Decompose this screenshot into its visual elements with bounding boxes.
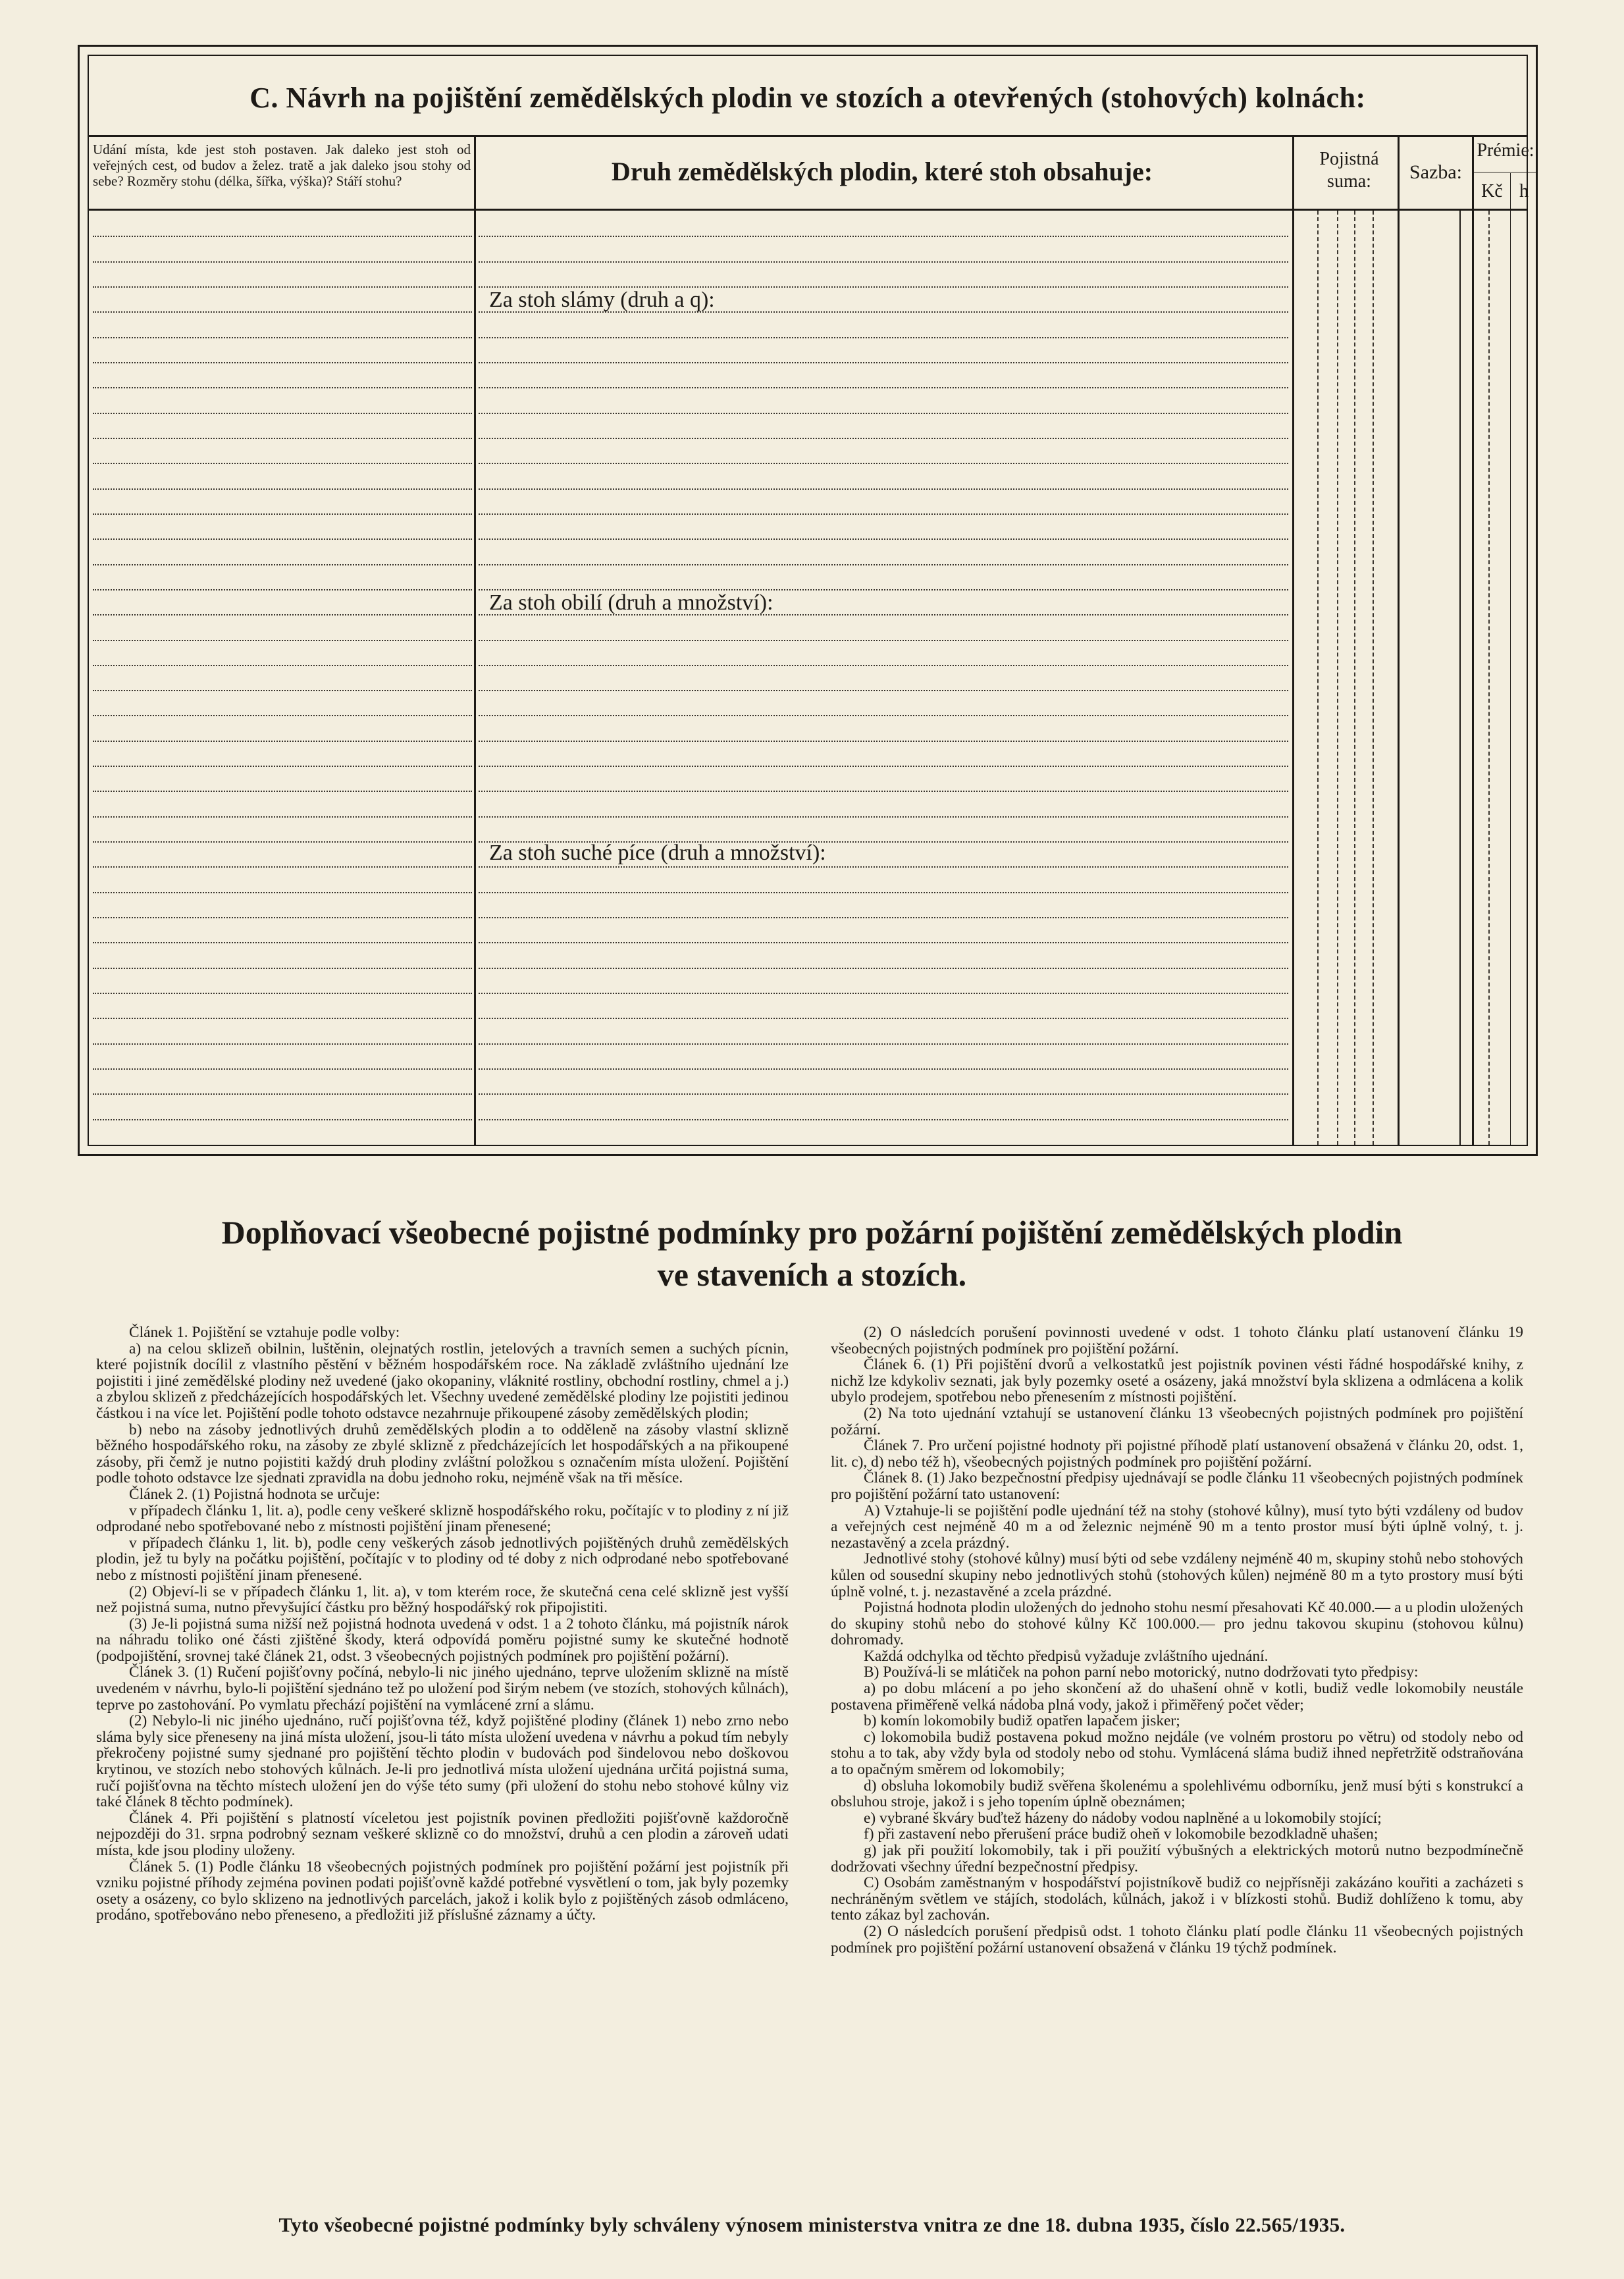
condition-paragraph: b) komín lokomobily budiž opatřen lapačem jisker; bbox=[864, 1712, 1180, 1730]
form-ruling-line bbox=[479, 1119, 1288, 1120]
condition-paragraph: e) vybrané škváry buďtež házeny do nádoby vodou naplněné a u lokomobily stojící; bbox=[864, 1809, 1382, 1827]
premium-digit-column bbox=[1488, 211, 1490, 1145]
form-ruling-line bbox=[93, 438, 472, 439]
form-ruling-line bbox=[479, 816, 1288, 818]
form-ruling-line bbox=[479, 438, 1288, 439]
form-ruling-line bbox=[93, 311, 472, 313]
condition-paragraph: Článek 2. (1) Pojistná hodnota se určuje: bbox=[129, 1485, 380, 1503]
proposal-form bbox=[78, 45, 1538, 1156]
form-ruling-line bbox=[93, 816, 472, 818]
form-ruling-line bbox=[93, 337, 472, 338]
form-ruling-line bbox=[93, 766, 472, 767]
sum-digit-column bbox=[1337, 211, 1338, 1145]
condition-paragraph: Pojistná hodnota plodin uložených do jednoho stohu nesmí přesahovati Kč 40.000.— a u plodin uložených do skupiny stohů nebo do stohové kůlny Kč 100.000.— pro jednu takovou skupinu (stohovou kůlnu) dohromady. bbox=[831, 1599, 1523, 1649]
form-ruling-line bbox=[479, 993, 1288, 994]
form-inner-frame bbox=[88, 55, 1534, 1146]
form-ruling-line bbox=[479, 413, 1288, 414]
form-ruling-line bbox=[93, 791, 472, 792]
approval-footer: Tyto všeobecné pojistné podmínky byly schváleny výnosem ministerstva vnitra ze dne 18. dubna 1935, číslo 22.565/1935. bbox=[278, 2213, 1346, 2236]
form-ruling-line bbox=[93, 1043, 472, 1045]
conditions-left-column bbox=[96, 1324, 789, 1924]
form-ruling-line bbox=[479, 640, 1288, 641]
form-ruling-line bbox=[93, 993, 472, 994]
form-ruling-line bbox=[93, 866, 472, 868]
form-ruling-line bbox=[479, 942, 1288, 943]
form-ruling-line bbox=[93, 614, 472, 616]
form-ruling-line bbox=[479, 892, 1288, 893]
form-ruling-line bbox=[479, 791, 1288, 792]
form-ruling-line bbox=[479, 1093, 1288, 1095]
form-ruling-line bbox=[93, 1119, 472, 1120]
form-ruling-line bbox=[93, 640, 472, 641]
form-ruling-line bbox=[479, 1068, 1288, 1070]
section-label-hay: Za stoh suché píce (druh a množství): bbox=[489, 841, 826, 865]
form-ruling-line bbox=[479, 1043, 1288, 1045]
rate-column-header: Sazba: bbox=[1409, 161, 1462, 183]
form-ruling-line bbox=[479, 741, 1288, 742]
form-ruling-line bbox=[93, 589, 472, 590]
condition-paragraph: Každá odchylka od těchto předpisů vyžaduje zvláštního ujednání. bbox=[864, 1647, 1269, 1665]
sum-digit-column bbox=[1354, 211, 1355, 1145]
condition-paragraph: v případech článku 1, lit. b), podle ceny veškerých zásob jednotlivých pojištěných druhů zemědělských plodin, jež tu byly na počátku pojištění, počítajíc v to plodiny od té doby z nich odprodané nebo spotřebované nebo z místnosti pojištění jinam přenesené. bbox=[96, 1534, 789, 1584]
form-rows bbox=[89, 211, 1527, 1145]
condition-paragraph: v případech článku 1, lit. a), podle ceny veškeré sklizně hospodářského roku, počítajíc v to plodiny z ní již odprodané nebo spotřebované nebo z místnosti pojištění jinam přenesené; bbox=[96, 1502, 789, 1536]
form-ruling-line bbox=[93, 968, 472, 969]
form-ruling-line bbox=[479, 387, 1288, 388]
form-ruling-line bbox=[93, 917, 472, 918]
form-ruling-line bbox=[479, 968, 1288, 969]
premium-h-header: h bbox=[1519, 181, 1529, 201]
form-ruling-line bbox=[93, 362, 472, 363]
form-ruling-line bbox=[93, 942, 472, 943]
form-ruling-line bbox=[479, 362, 1288, 363]
sum-insured-column-header: Pojistná suma: bbox=[1319, 149, 1379, 192]
form-ruling-line bbox=[93, 488, 472, 490]
sum-digit-column bbox=[1317, 211, 1319, 1145]
condition-paragraph: C) Osobám zaměstnaným v hospodářství pojistníkově budiž co nejpřísněji zakázáno kouřiti a zacházeti s nechráněným světlem ve stájích, stodolách, kůlnách, jakož i v blízkosti stohů. Budiž dohlíženo k tomu, aby tento zákaz byl zachován. bbox=[831, 1874, 1523, 1924]
condition-paragraph: (2) Objeví-li se v případech článku 1, lit. a), v tom kterém roce, že skutečná cena celé sklizně jest vyšší než pojistná suma, nutno převyšující částku pro běžný hospodářský rok připojistiti. bbox=[96, 1583, 789, 1617]
condition-paragraph: a) po dobu mlácení a po jeho skončení až do uhašení ohně v kotli, budiž vedle lokomobily neustále postavena přiměřeně velká nádoba plná vody, jakož i přiměřený počet věder; bbox=[831, 1680, 1523, 1714]
form-ruling-line bbox=[479, 538, 1288, 540]
form-ruling-line bbox=[93, 665, 472, 666]
condition-paragraph: b) nebo na zásoby jednotlivých druhů zemědělských plodin a to odděleně na zásoby vlastní sklizně běžného hospodářského roku, na zásoby ze zbylé sklizně z předcházejících let hospodářských a na přikoupené zásoby, při čemž je nutno pojistiti každý druh plodiny zvláštní položkou s označením místa uložení. Pojištění podle tohoto odstavce lze sjednati zpravidla na dobu jednoho roku, nejméně však na tři měsíce. bbox=[96, 1421, 789, 1487]
location-column-header: Udání místa, kde jest stoh postaven. Jak daleko jest stoh od veřejných cest, od budov a želez. tratě a jak daleko jsou stohy od sebe? Rozměry stohu (délka, šířka, výška)? Stáří stohu? bbox=[93, 142, 471, 189]
condition-paragraph: f) při zastavení nebo přerušení práce budiž oheň v lokomobile bezodkladně uhašen; bbox=[864, 1825, 1378, 1843]
condition-paragraph: B) Používá-li se mlátiček na pohon parní nebo motorický, nutno dodržovati tyto předpisy: bbox=[864, 1663, 1419, 1681]
form-title: C. Návrh na pojištění zemědělských plodin ve stozích a otevřených (stohových) kolnách: bbox=[249, 82, 1366, 114]
condition-paragraph: Článek 4. Při pojištění s platností víceletou jest pojistník povinen předložiti pojišťovně každoročně nejpozději do 31. srpna podrobný seznam veškeré sklizně co do množství, druhů a cen plodin a zároveň udati místa, kde jsou plodiny uloženy. bbox=[96, 1809, 789, 1859]
premium-kc-header: Kč bbox=[1481, 181, 1503, 201]
form-ruling-line bbox=[93, 1093, 472, 1095]
premium-column-header: Prémie: bbox=[1477, 140, 1534, 161]
form-ruling-line bbox=[93, 463, 472, 464]
section-label-grain: Za stoh obilí (druh a množství): bbox=[489, 590, 773, 615]
form-ruling-line bbox=[93, 513, 472, 515]
condition-paragraph: Článek 8. (1) Jako bezpečnostní předpisy ujednávají se podle článku 11 všeobecných pojistných podmínek pro pojištění požární tato ustanovení: bbox=[831, 1469, 1523, 1503]
condition-paragraph: (2) Nebylo-li nic jiného ujednáno, ručí pojišťovna též, když pojištěné plodiny (článek 1) nebo zrno nebo sláma byly sice přeneseny na jiná místa uložení, jsou-li táto místa uložení uvedena v návrhu a pokud tím nebyly překročeny pojistné sumy sjednané pro pojištění těchto plodin v budovách pod šindelovou nebo doškovou krytinou, ve stozích nebo stohových kůlnách. Je-li pro jednotlivá místa uložení ujednána určitá pojistná suma, ručí pojišťovna na těchto místech uložení jen do výše této sumy (při uložení do stohu nebo stohové kůlny viz také článek 8 těchto podmínek). bbox=[96, 1712, 789, 1811]
form-ruling-line bbox=[93, 741, 472, 742]
form-ruling-line bbox=[479, 1018, 1288, 1019]
form-ruling-line bbox=[93, 538, 472, 540]
form-ruling-line bbox=[93, 1018, 472, 1019]
sum-digit-column bbox=[1373, 211, 1374, 1145]
condition-paragraph: a) na celou sklizeň obilnin, luštěnin, olejnatých rostlin, jetelových a travních semen a suchých pícnin, které pojistník docílil z vlastního pěstění v běžném hospodářském roce. Na základě zvláštního ujednání lze pojistiti i jiné zemědělské plodiny než uvedené (jako okopaniny, vláknité rostliny, obchodní rostliny, chmel a j.) a zbylou sklizeň z předcházejících hospodářských let. Všechny uvedené zemědělské plodiny lze pojistiti jedinou částkou i na více let. Pojištění podle tohoto odstavce nezahrnuje přikoupené zásoby zemědělských plodin; bbox=[96, 1340, 789, 1422]
form-ruling-line bbox=[479, 261, 1288, 263]
form-ruling-line bbox=[479, 690, 1288, 691]
form-ruling-line bbox=[93, 715, 472, 716]
crop-type-column-header: Druh zemědělských plodin, které stoh obsahuje: bbox=[611, 157, 1153, 186]
condition-paragraph: (3) Je-li pojistná suma nižší než pojistná hodnota uvedená v odst. 1 a 2 tohoto článku, má pojistník nárok na náhradu toliko oné části zjištěné škody, která odpovídá poměru pojistné sumy ke skutečné hodnotě (podpojištění, srovnej také článek 21, odst. 3 všeobecných pojistných podmínek pro pojištění požární). bbox=[96, 1615, 789, 1665]
form-ruling-line bbox=[479, 236, 1288, 237]
form-ruling-line bbox=[479, 766, 1288, 767]
form-ruling-line bbox=[479, 866, 1288, 868]
form-ruling-line bbox=[479, 665, 1288, 666]
condition-paragraph: d) obsluha lokomobily budiž svěřena školenému a spolehlivému odborníku, jenž musí býti s konstrukcí a obsluhou stroje, jakož i s jeho topením úplně obeznámen; bbox=[831, 1777, 1523, 1811]
form-ruling-line bbox=[479, 337, 1288, 338]
condition-paragraph: A) Vztahuje-li se pojištění podle ujednání též na stohy (stohové kůlny), musí tyto býti vzdáleny od budov a veřejných cest nejméně 40 m a od železnic nejméně 90 m a tento prostor musí býti úplně volný, t. j. nezastavěný a zcela prázdný. bbox=[831, 1502, 1523, 1552]
conditions-heading-line1: Doplňovací všeobecné pojistné podmínky pro požární pojištění zemědělských plodin bbox=[221, 1214, 1403, 1251]
condition-paragraph: Článek 5. (1) Podle článku 18 všeobecných pojistných podmínek pro pojištění požární jest pojistník při vzniku pojistné příhody zejména povinen podati pojišťovně každé potřebné vysvětlení o tom, jak byly pozemky osety a osázeny, co bylo sklizeno na jednotlivých parcelách, jakož i kolik bylo z pojištěných zásob odmláceno, prodáno, spotřebováno nebo přeneseno, a předložiti již příslušné záznamy a účty. bbox=[96, 1858, 789, 1924]
form-ruling-line bbox=[479, 513, 1288, 515]
form-ruling-line bbox=[479, 917, 1288, 918]
conditions-right-column bbox=[831, 1324, 1523, 1956]
form-ruling-line bbox=[93, 564, 472, 565]
condition-paragraph: c) lokomobila budiž postavena pokud možno nejdále (ve volném prostoru po větru) od stodoly nebo od stohu a to tak, aby vždy byla od stodoly nebo od stohu. Vymlácená sláma budiž ihned nepřetržitě odstraňována a to opačným směrem od lokomobily; bbox=[831, 1728, 1523, 1779]
condition-paragraph: (2) O následcích porušení povinnosti uvedené v odst. 1 tohoto článku platí ustanovení článku 19 všeobecných pojistných podmínek pro pojištění požární. bbox=[831, 1324, 1523, 1357]
condition-paragraph: Článek 1. Pojištění se vztahuje podle volby: bbox=[129, 1324, 400, 1341]
form-ruling-line bbox=[93, 690, 472, 691]
form-ruling-line bbox=[93, 892, 472, 893]
form-ruling-line bbox=[93, 841, 472, 843]
condition-paragraph: (2) Na toto ujednání vztahují se ustanovení článku 13 všeobecných pojistných podmínek pro pojištění požární. bbox=[831, 1404, 1523, 1438]
form-ruling-line bbox=[479, 564, 1288, 565]
rate-digit-column bbox=[1459, 211, 1461, 1145]
form-ruling-line bbox=[93, 236, 472, 237]
section-label-straw: Za stoh slámy (druh a q): bbox=[489, 288, 715, 312]
condition-paragraph: Článek 7. Pro určení pojistné hodnoty při pojistné příhodě platí ustanovení obsažená v článku 20, odst. 1, lit. c), d) nebo též h), všeobecných pojistných podmínek pro pojištění požární. bbox=[831, 1437, 1523, 1471]
form-ruling-line bbox=[479, 488, 1288, 490]
form-ruling-line bbox=[93, 413, 472, 414]
form-ruling-line bbox=[93, 1068, 472, 1070]
title-rule bbox=[89, 135, 1527, 137]
condition-paragraph: Jednotlivé stohy (stohové kůlny) musí býti od sebe vzdáleny nejméně 40 m, skupiny stohů nebo stohových kůlen od sousední skupiny nebo jednotlivých stohů (stohových kůlen) nejméně 80 m a tyto prostory musí býti úplně volné, t. j. nezastavěné a zcela prázdné. bbox=[831, 1550, 1523, 1600]
condition-paragraph: Článek 3. (1) Ručení pojišťovny počíná, nebylo-li nic jiného ujednáno, teprve uložením sklizně na místě uvedeném v návrhu, bylo-li pojištění sjednáno tež po uložení pod širým nebem (ve stozích, stohových kůlnách), teprve po zastohování. Po vymlatu přechází pojištění na vymlácené zrní a slámu. bbox=[96, 1663, 789, 1714]
form-ruling-line bbox=[93, 387, 472, 388]
form-ruling-line bbox=[93, 261, 472, 263]
condition-paragraph: Článek 6. (1) Při pojištění dvorů a velkostatků jest pojistník povinen vésti řádné hospodářské knihy, z nichž lze kdykoliv seznati, jak byly pozemky oseté a osázeny, jaká množství byla sklizena a odmlácena a kolik ubylo prodejem, spotřebou nebo přenesením z místnosti pojištění. bbox=[831, 1356, 1523, 1406]
condition-paragraph: g) jak při použití lokomobily, tak i při použití výbušných a elektrických motorů nutno bezpodmínečně dodržovati všechny úřední bezpečnostní předpisy. bbox=[831, 1842, 1523, 1875]
form-ruling-line bbox=[479, 715, 1288, 716]
condition-paragraph: (2) O následcích porušení předpisů odst. 1 tohoto článku platí podle článku 11 všeobecných pojistných podmínek pro pojištění požární ustanovení obsažená v článku 19 týchž podmínek. bbox=[831, 1922, 1523, 1956]
form-ruling-line bbox=[93, 286, 472, 288]
form-ruling-line bbox=[479, 463, 1288, 464]
conditions-heading-line2: ve staveních a stozích. bbox=[657, 1256, 967, 1293]
